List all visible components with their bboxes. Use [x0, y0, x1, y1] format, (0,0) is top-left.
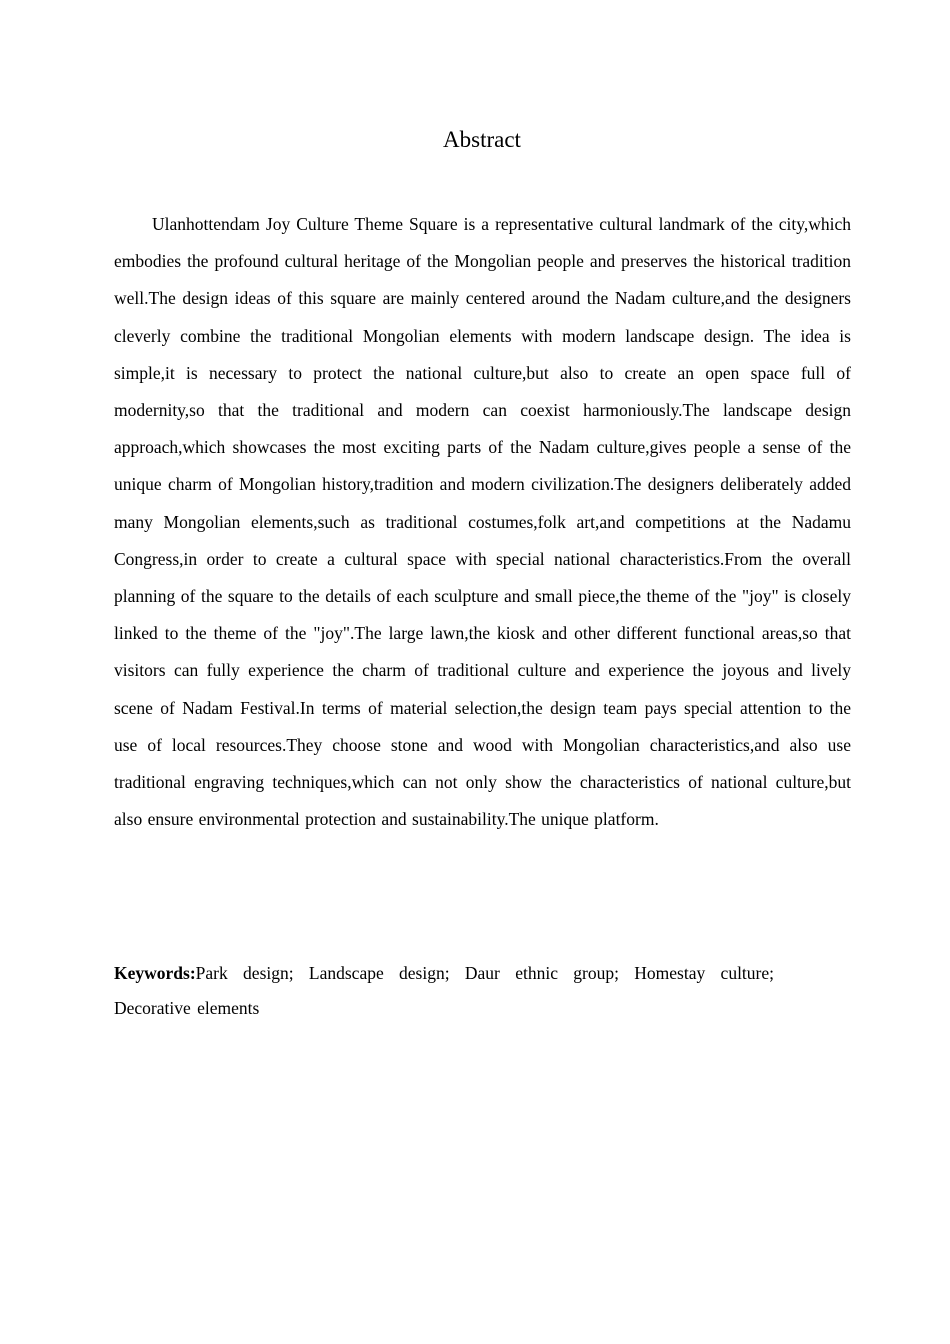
keywords-line: [114, 956, 774, 1026]
page-title: Abstract: [443, 127, 521, 152]
abstract-paragraph: Ulanhottendam Joy Culture Theme Square is a representative cultural landmark of the city,which embodies the profound cultural heritage of the Mongolian people and preserves the historical tradition well.The design ideas of this square are mainly centered around the Nadam culture,and the designers cleverly combine the traditional Mongolian elements with modern landscape design. The idea is simple,it is necessary to protect the national culture,but also to create an open space full of modernity,so that the traditional and modern can coexist harmoniously.The landscape design approach,which showcases the most exciting parts of the Nadam culture,gives people a sense of the unique charm of Mongolian history,tradition and modern civilization.The designers deliberately added many Mongolian elements,such as traditional costumes,folk art,and competitions at the Nadamu Congress,in order to create a cultural space with special national characteristics.From the overall planning of the square to the details of each sculpture and small piece,the theme of the "joy" is closely linked to the theme of the "joy".The large lawn,the kiosk and other different functional areas,so that visitors can fully experience the charm of traditional culture and experience the joyous and lively scene of Nadam Festival.In terms of material selection,the design team pays special attention to the use of local resources.They choose stone and wood with Mongolian characteristics,and also use traditional engraving techniques,which can not only show the characteristics of national culture,but also ensure environmental protection and sustainability.The unique platform.: [114, 214, 851, 830]
keywords-label: Keywords:: [114, 963, 196, 983]
keywords-text: Park design; Landscape design; Daur ethnic group; Homestay culture; Decorative elements: [114, 963, 774, 1018]
